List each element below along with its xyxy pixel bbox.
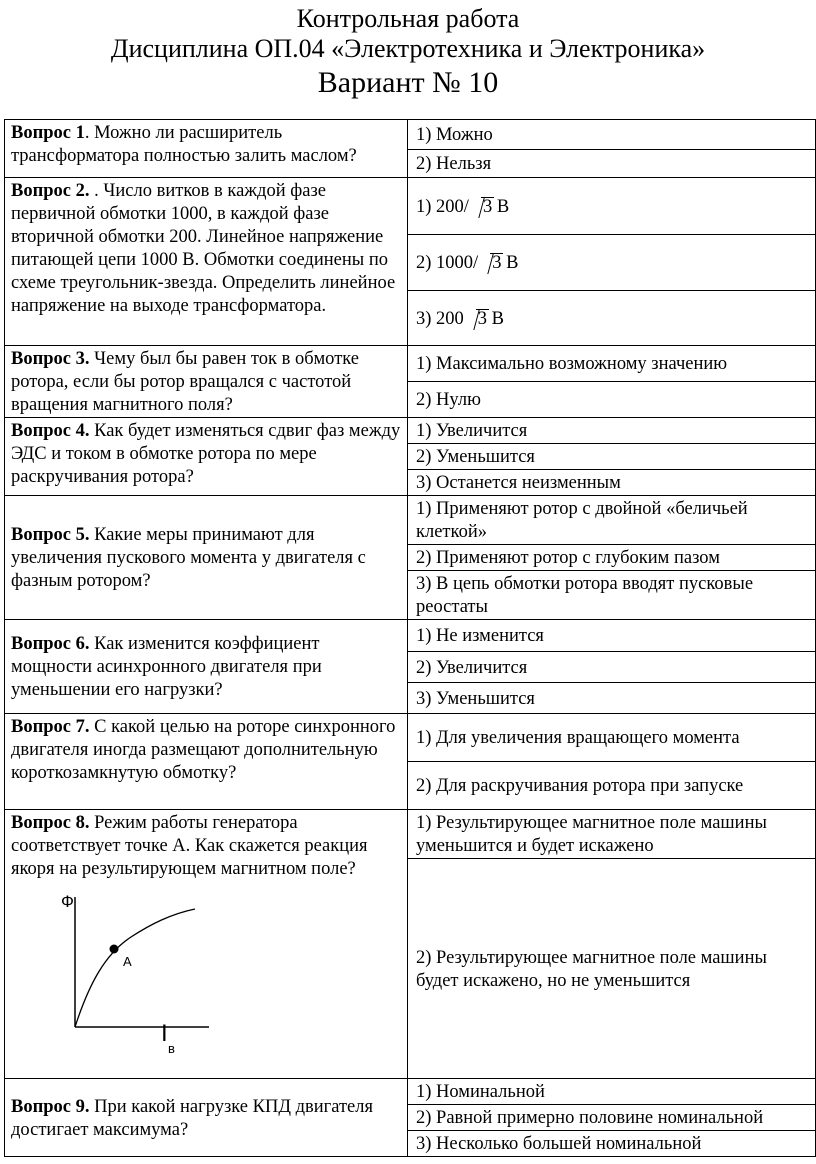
answer-option[interactable]: 2) 1000/ 3 В — [408, 235, 816, 291]
answer-option[interactable]: 1) Применяют ротор с двойной «беличьей клеткой» — [408, 496, 816, 545]
curve-line — [75, 909, 195, 1027]
variant-title: Вариант № 10 — [317, 66, 499, 99]
answer-option[interactable]: 3) 200 3 В — [408, 291, 816, 346]
x-axis-label: I — [161, 1020, 168, 1047]
answer-option[interactable]: 2) Увеличится — [408, 652, 816, 683]
sqrt-symbol: 3 — [471, 196, 492, 219]
discipline-title: Дисциплина ОП.04 «Электротехника и Электроника» — [110, 34, 706, 63]
answer-option[interactable]: 2) Для раскручивания ротора при запуске — [408, 762, 816, 810]
magnetization-curve-graph — [11, 889, 211, 1059]
question-7 — [5, 714, 408, 810]
answer-option[interactable]: 1) 200/ 3 В — [408, 178, 816, 235]
answer-option[interactable]: 2) Уменьшится — [408, 444, 816, 470]
answer-option[interactable]: 3) Несколько большей номинальной — [408, 1131, 816, 1157]
answer-option[interactable]: 1) Номинальной — [408, 1079, 816, 1105]
question-text: Чему был бы равен ток в обмотке ротора, если бы ротор вращался с частотой вращения магнитного поля? — [11, 349, 360, 415]
question-text: Какие меры принимают для увеличения пускового момента у двигателя с фазным ротором? — [11, 525, 366, 591]
question-4 — [5, 418, 408, 496]
answer-option[interactable]: 2) Нулю — [408, 382, 816, 418]
answer-option[interactable]: 2) Результирующее магнитное поле машины будет искажено, но не уменьшится — [408, 859, 816, 1079]
answer-option[interactable]: 2) Равной примерно половине номинальной — [408, 1105, 816, 1131]
answer-option[interactable]: 1) Результирующее магнитное поле машины уменьшится и будет искажено — [408, 810, 816, 859]
point-label: А — [123, 954, 132, 969]
answer-option[interactable]: 2) Применяют ротор с глубоким пазом — [408, 545, 816, 571]
question-text: Как изменится коэффициент мощности асинхронного двигателя при уменьшении его нагрузки? — [11, 634, 322, 700]
question-1 — [5, 120, 408, 178]
document-title: Контрольная работа — [296, 4, 520, 33]
answer-option[interactable]: 1) Для увеличения вращающего момента — [408, 714, 816, 762]
question-label: Вопрос 9. — [11, 1096, 90, 1117]
answer-option[interactable]: 1) Увеличится — [408, 418, 816, 444]
question-text: . Можно ли расширитель трансформатора полностью залить маслом? — [11, 123, 357, 166]
question-text: . Число витков в каждой фазе первичной обмотки 1000, в каждой фазе вторичной обмотки 200. Линейное напряжение питающей цепи 1000 В. Обмотки соединены по схеме треугольник-звезда. Определить линейное напряжение на выходе трансформатора. — [11, 181, 396, 316]
question-text: При какой нагрузке КПД двигателя достигает максимума? — [11, 1096, 373, 1140]
answer-option[interactable]: 1) Максимально возможному значению — [408, 346, 816, 382]
questions-table — [4, 119, 816, 1157]
question-2 — [5, 178, 408, 346]
question-label: Вопрос 7. — [11, 717, 90, 737]
question-8 — [5, 810, 408, 1079]
question-label: Вопрос 4. — [11, 421, 90, 441]
answer-option[interactable]: 1) Не изменится — [408, 620, 816, 652]
answer-option[interactable]: 3) Останется неизменным — [408, 470, 816, 496]
question-5 — [5, 496, 408, 620]
question-label: Вопрос 8. — [11, 813, 90, 833]
question-text: Как будет изменяться сдвиг фаз между ЭДС и током в обмотке ротора по мере раскручивания ротора? — [11, 421, 401, 487]
question-label: Вопрос 2. — [11, 181, 90, 201]
question-6 — [5, 620, 408, 714]
question-label: Вопрос 6. — [11, 634, 90, 654]
answer-option[interactable]: 2) Нельзя — [408, 150, 816, 178]
question-label: Вопрос 5. — [11, 525, 90, 545]
y-axis-label: Ф — [61, 892, 74, 911]
question-9 — [5, 1079, 408, 1157]
question-3 — [5, 346, 408, 418]
question-text: С какой целью на роторе синхронного двигателя иногда размещают дополнительную короткозамкнутую обмотку? — [11, 717, 396, 783]
answer-option[interactable]: 3) В цепь обмотки ротора вводят пусковые реостаты — [408, 571, 816, 620]
answer-option[interactable]: 3) Уменьшится — [408, 683, 816, 714]
answer-option[interactable]: 1) Можно — [408, 120, 816, 150]
sqrt-symbol: 3 — [466, 308, 487, 331]
question-text: Режим работы генератора соответствует точке А. Как скажется реакция якоря на результирующем магнитном поле? — [11, 813, 368, 879]
question-label: Вопрос 1 — [11, 123, 85, 143]
point-a — [110, 945, 119, 954]
question-label: Вопрос 3. — [11, 349, 90, 369]
sqrt-symbol: 3 — [480, 252, 501, 275]
x-axis-subscript: в — [168, 1041, 175, 1056]
